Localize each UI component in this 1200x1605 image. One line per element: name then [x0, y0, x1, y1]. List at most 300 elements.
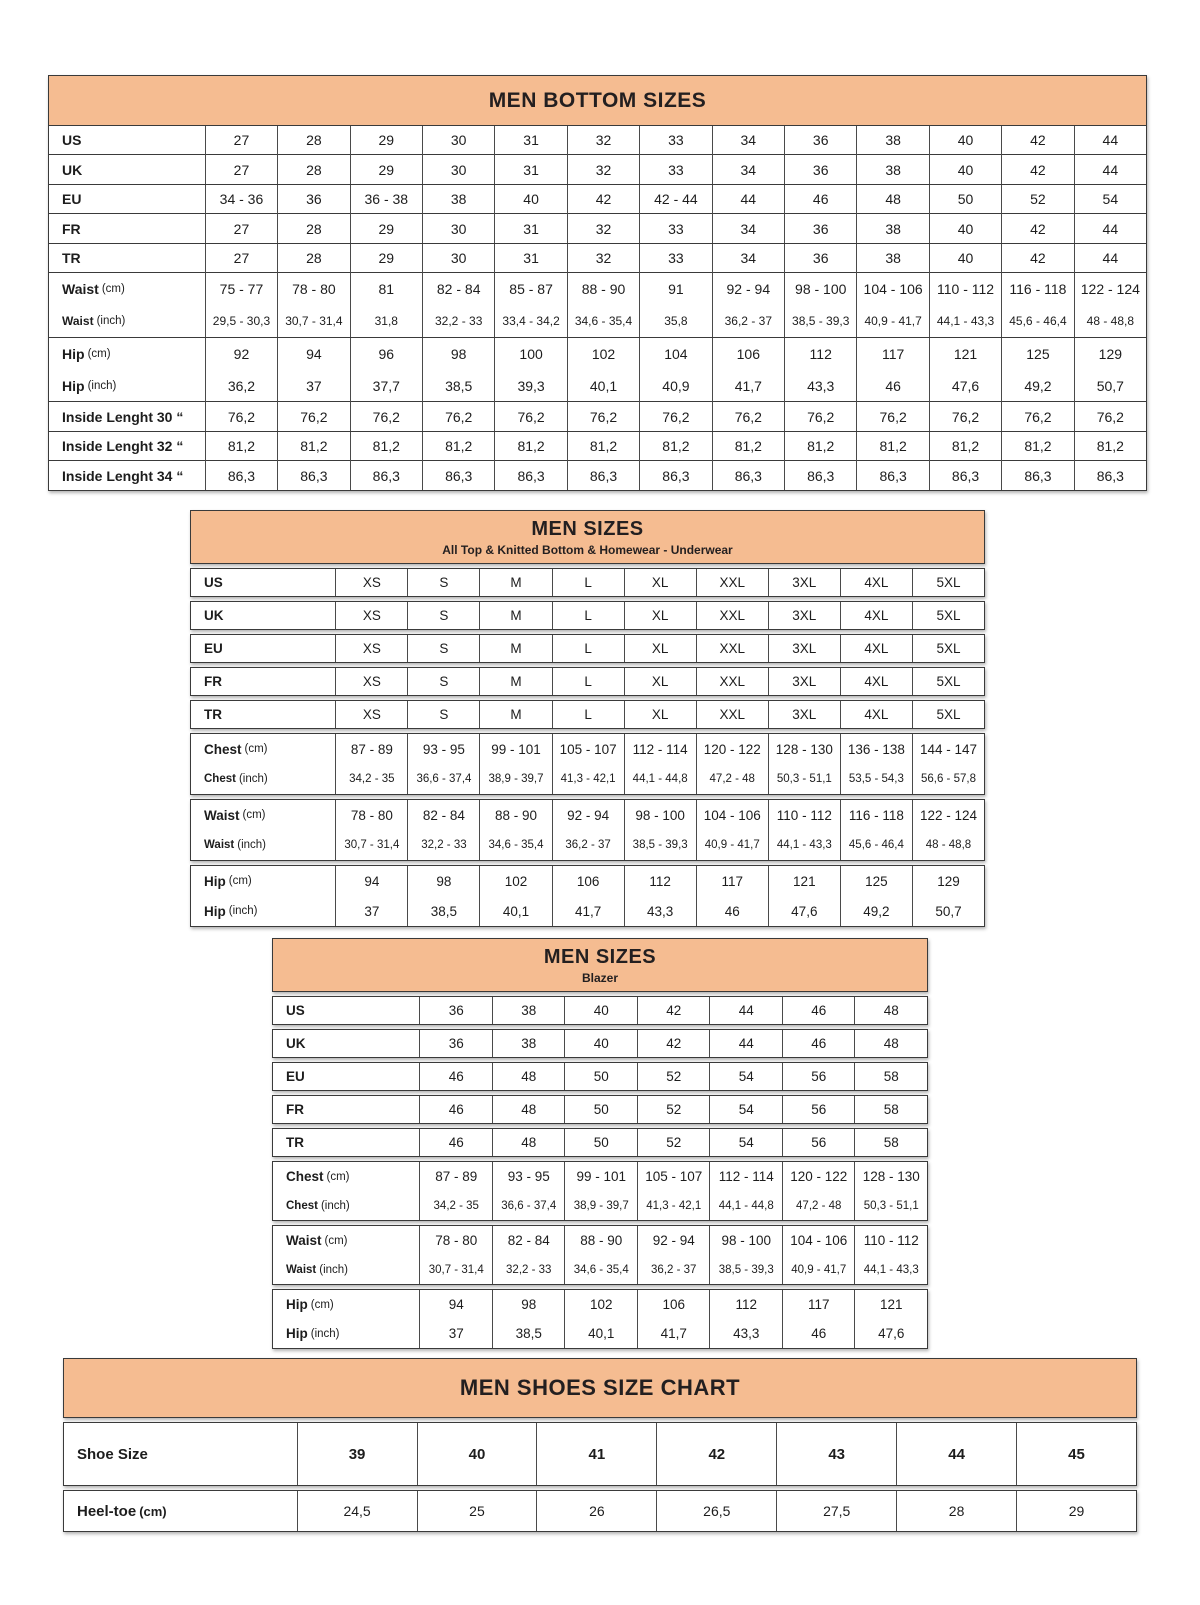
table-row-group: [190, 568, 985, 597]
table-cell: 86,3: [929, 461, 1001, 490]
row-label: [49, 305, 205, 337]
table-cell: 110 - 112: [929, 273, 1001, 305]
table-cell: 39: [297, 1423, 417, 1485]
table-cell: 40,1: [567, 370, 639, 402]
table-cell: 4XL: [840, 602, 912, 629]
table-cell: 5XL: [912, 668, 984, 695]
row-label-text: TR: [62, 250, 81, 266]
table-row: [49, 338, 1146, 370]
table-cell: XXL: [696, 569, 768, 596]
row-label: [191, 896, 335, 926]
table-row: [191, 800, 984, 830]
row-label: [191, 602, 335, 629]
table-cell: 36: [277, 185, 349, 214]
table-row: [191, 635, 984, 662]
table-cell: 48: [492, 1063, 565, 1090]
table-cell: 76,2: [856, 402, 928, 431]
table-cell: 88 - 90: [479, 800, 551, 830]
table-row-group: [63, 1490, 1137, 1532]
table-cell: 121: [929, 338, 1001, 370]
table-row-group: [48, 401, 1147, 432]
table-cell: L: [552, 668, 624, 695]
row-label-text: FR: [204, 674, 222, 689]
table-cell: 36: [419, 997, 492, 1024]
table-cell: 50,7: [912, 896, 984, 926]
table-cell: L: [552, 602, 624, 629]
table-row: [191, 701, 984, 728]
table-cell: S: [407, 668, 479, 695]
row-label-text: EU: [204, 641, 223, 656]
table-row: [191, 830, 984, 860]
table-cell: 40: [417, 1423, 537, 1485]
table-cell: 50: [564, 1129, 637, 1156]
table-cell: S: [407, 701, 479, 728]
row-label-text: US: [62, 132, 82, 148]
table-cell: 38: [492, 1030, 565, 1057]
table-cell: 112 - 114: [624, 734, 696, 764]
table-cell: 81: [350, 273, 422, 305]
table-cell: 56: [782, 1096, 855, 1123]
table-row-group: [272, 1289, 928, 1349]
row-label-unit: (cm): [244, 743, 268, 755]
table-cell: 32: [567, 126, 639, 155]
table-cell: 40,9 - 41,7: [856, 305, 928, 337]
row-label-unit: (cm): [310, 1298, 334, 1311]
table-cell: 76,2: [494, 402, 566, 431]
table-row-group: [190, 700, 985, 729]
table-cell: 50,7: [1074, 370, 1146, 402]
table-cell: 76,2: [205, 402, 277, 431]
row-label-text: Waist: [286, 1233, 322, 1248]
table-cell: 34: [712, 126, 784, 155]
row-label: [191, 734, 335, 764]
table-cell: 38,5: [492, 1319, 565, 1348]
table-cell: 40,9 - 41,7: [782, 1255, 855, 1284]
table-cell: 29: [350, 214, 422, 243]
table-cell: 81,2: [494, 432, 566, 461]
row-label-text: Hip: [286, 1297, 308, 1312]
table-cell: 34: [712, 155, 784, 184]
table-cell: 36: [784, 126, 856, 155]
table-cell: 43,3: [709, 1319, 782, 1348]
table-row: [273, 997, 927, 1024]
table-cell: 44: [1074, 214, 1146, 243]
table-cell: 30: [422, 155, 494, 184]
table-cell: 34: [712, 244, 784, 273]
men-shoes-body: [63, 1422, 1137, 1532]
table-cell: XL: [624, 668, 696, 695]
table-cell: 81,2: [712, 432, 784, 461]
row-label-unit: (cm): [242, 809, 266, 821]
table-cell: 40,1: [479, 896, 551, 926]
table-cell: 48: [856, 185, 928, 214]
row-label-unit: (inch): [319, 1263, 349, 1276]
table-cell: 40: [494, 185, 566, 214]
row-label: [64, 1491, 297, 1531]
table-row-group: [48, 243, 1147, 274]
table-row: [273, 1096, 927, 1123]
table-cell: 43,3: [624, 896, 696, 926]
table-cell: 38: [856, 126, 928, 155]
table-row-group: [48, 184, 1147, 215]
table-row: [273, 1162, 927, 1191]
table-cell: 88 - 90: [564, 1226, 637, 1255]
table-cell: 82 - 84: [407, 800, 479, 830]
table-cell: 46: [419, 1096, 492, 1123]
table-row: [49, 461, 1146, 490]
table-cell: 92 - 94: [552, 800, 624, 830]
table-cell: 78 - 80: [419, 1226, 492, 1255]
table-cell: 48 - 48,8: [912, 830, 984, 860]
row-label-unit: (inch): [310, 1327, 340, 1340]
table-cell: XS: [335, 668, 407, 695]
table-cell: 46: [856, 370, 928, 402]
table-cell: 41,7: [712, 370, 784, 402]
table-cell: 112: [624, 866, 696, 896]
table-cell: 44: [1074, 155, 1146, 184]
table-cell: 104 - 106: [856, 273, 928, 305]
table-cell: XS: [335, 602, 407, 629]
table-cell: XXL: [696, 668, 768, 695]
table-cell: 129: [912, 866, 984, 896]
table-cell: 48 - 48,8: [1074, 305, 1146, 337]
table-cell: 75 - 77: [205, 273, 277, 305]
table-cell: 86,3: [350, 461, 422, 490]
row-label-unit: (cm): [324, 1234, 348, 1247]
table-cell: 76,2: [422, 402, 494, 431]
table-cell: 42: [1001, 155, 1073, 184]
table-cell: 31: [494, 244, 566, 273]
table-cell: 47,2 - 48: [696, 764, 768, 794]
table-cell: 36,6 - 37,4: [407, 764, 479, 794]
table-cell: 36: [784, 155, 856, 184]
table-cell: 38: [856, 214, 928, 243]
table-cell: 29: [350, 244, 422, 273]
table-cell: 76,2: [1074, 402, 1146, 431]
table-cell: 43: [776, 1423, 896, 1485]
row-label-text: Waist: [204, 839, 235, 851]
row-label: [191, 569, 335, 596]
table-cell: 117: [696, 866, 768, 896]
table-cell: 34,2 - 35: [335, 764, 407, 794]
table-cell: 104 - 106: [782, 1226, 855, 1255]
table-cell: XL: [624, 701, 696, 728]
table-cell: 30,7 - 31,4: [335, 830, 407, 860]
table-cell: 112: [784, 338, 856, 370]
table-cell: 3XL: [768, 602, 840, 629]
men-sizes-blazer-title-band: [272, 938, 928, 992]
table-cell: 36,2 - 37: [637, 1255, 710, 1284]
table-row-group: [272, 996, 928, 1025]
row-label-text: UK: [62, 161, 83, 178]
table-cell: 37,7: [350, 370, 422, 402]
table-cell: 144 - 147: [912, 734, 984, 764]
row-label: [49, 432, 205, 461]
row-label-unit: (cm): [228, 875, 252, 887]
row-label-text: Waist: [286, 1263, 317, 1276]
table-cell: 87 - 89: [335, 734, 407, 764]
table-cell: 46: [782, 1319, 855, 1348]
table-cell: 41: [536, 1423, 656, 1485]
row-label: [49, 185, 205, 214]
table-cell: 53,5 - 54,3: [840, 764, 912, 794]
table-cell: 86,3: [277, 461, 349, 490]
table-cell: 47,2 - 48: [782, 1191, 855, 1220]
row-label: [49, 370, 205, 402]
table-cell: 106: [637, 1290, 710, 1319]
table-cell: 42: [1001, 126, 1073, 155]
row-label-unit: (cm): [326, 1170, 350, 1183]
row-label-unit: (cm): [101, 283, 125, 295]
table-row-group: [190, 799, 985, 861]
table-cell: 76,2: [639, 402, 711, 431]
table-cell: 125: [1001, 338, 1073, 370]
table-cell: 56: [782, 1129, 855, 1156]
table-cell: 45,6 - 46,4: [1001, 305, 1073, 337]
table-cell: XS: [335, 569, 407, 596]
row-label-text: Inside Lenght 34 “: [62, 467, 184, 484]
table-cell: 102: [564, 1290, 637, 1319]
table-row: [273, 1226, 927, 1255]
table-cell: 94: [335, 866, 407, 896]
table-cell: XS: [335, 635, 407, 662]
table-cell: 81,2: [1001, 432, 1073, 461]
table-cell: 102: [567, 338, 639, 370]
men-sizes-top-body: [190, 568, 985, 927]
table-cell: 128 - 130: [854, 1162, 927, 1191]
row-label-text: Waist: [204, 807, 240, 823]
table-cell: 30,7 - 31,4: [419, 1255, 492, 1284]
table-cell: 82 - 84: [492, 1226, 565, 1255]
table-cell: 104 - 106: [696, 800, 768, 830]
table-row: [49, 126, 1146, 155]
table-cell: 81,2: [929, 432, 1001, 461]
table-cell: 33: [639, 214, 711, 243]
table-cell: 52: [637, 1129, 710, 1156]
table-cell: 46: [419, 1129, 492, 1156]
table-cell: 40: [929, 214, 1001, 243]
table-cell: L: [552, 569, 624, 596]
table-cell: 86,3: [712, 461, 784, 490]
table-cell: 5XL: [912, 635, 984, 662]
table-cell: 78 - 80: [335, 800, 407, 830]
table-row-group: [272, 1062, 928, 1091]
table-cell: 38,5 - 39,3: [709, 1255, 782, 1284]
row-label-text: Hip: [62, 377, 85, 394]
table-cell: 105 - 107: [552, 734, 624, 764]
table-row-group: [63, 1422, 1137, 1486]
row-label-text: Hip: [62, 345, 85, 362]
men-sizes-top-table: [190, 510, 985, 927]
table-cell: 81,2: [856, 432, 928, 461]
row-label-text: TR: [286, 1135, 304, 1150]
table-cell: 5XL: [912, 602, 984, 629]
table-cell: 38: [492, 997, 565, 1024]
table-cell: 93 - 95: [407, 734, 479, 764]
men-sizes-blazer-table: [272, 938, 928, 1349]
table-cell: 44: [896, 1423, 1016, 1485]
table-cell: 94: [277, 338, 349, 370]
table-row: [273, 1030, 927, 1057]
table-cell: 44,1 - 44,8: [709, 1191, 782, 1220]
table-row: [273, 1255, 927, 1284]
table-row: [191, 734, 984, 764]
table-cell: 100: [494, 338, 566, 370]
table-row: [49, 273, 1146, 305]
table-cell: 38,9 - 39,7: [564, 1191, 637, 1220]
table-cell: 85 - 87: [494, 273, 566, 305]
table-cell: 41,3 - 42,1: [552, 764, 624, 794]
table-cell: 30,7 - 31,4: [277, 305, 349, 337]
row-label-text: Shoe Size: [77, 1445, 148, 1463]
row-label: [191, 701, 335, 728]
table-cell: 29: [1016, 1491, 1136, 1531]
row-label-unit: (inch): [238, 773, 268, 785]
row-label-text: Hip: [204, 903, 226, 919]
table-cell: 29: [350, 126, 422, 155]
row-label: [49, 338, 205, 370]
table-cell: 81,2: [277, 432, 349, 461]
table-cell: 34,6 - 35,4: [567, 305, 639, 337]
table-cell: 33,4 - 34,2: [494, 305, 566, 337]
table-cell: 44,1 - 44,8: [624, 764, 696, 794]
table-cell: 93 - 95: [492, 1162, 565, 1191]
table-cell: 46: [782, 997, 855, 1024]
table-cell: 32: [567, 214, 639, 243]
table-cell: 76,2: [567, 402, 639, 431]
table-row-group: [48, 213, 1147, 244]
table-row-group: [190, 865, 985, 927]
table-cell: 87 - 89: [419, 1162, 492, 1191]
table-cell: 39,3: [494, 370, 566, 402]
table-cell: 30: [422, 126, 494, 155]
table-cell: 54: [709, 1096, 782, 1123]
table-cell: 34,6 - 35,4: [479, 830, 551, 860]
table-row-group: [272, 1128, 928, 1157]
table-cell: 44: [1074, 126, 1146, 155]
row-label: [191, 830, 335, 860]
table-cell: 47,6: [768, 896, 840, 926]
table-row: [64, 1491, 1136, 1531]
table-cell: 88 - 90: [567, 273, 639, 305]
row-label: [273, 1290, 419, 1319]
table-cell: 94: [419, 1290, 492, 1319]
table-cell: 99 - 101: [479, 734, 551, 764]
table-cell: 81,2: [422, 432, 494, 461]
table-cell: 32,2 - 33: [492, 1255, 565, 1284]
row-label: [49, 155, 205, 184]
table-row: [273, 1319, 927, 1348]
table-cell: 106: [712, 338, 784, 370]
table-cell: 76,2: [350, 402, 422, 431]
table-subtitle: All Top & Knitted Bottom & Homewear - Underwear: [442, 542, 733, 557]
table-cell: 86,3: [1001, 461, 1073, 490]
table-cell: 5XL: [912, 701, 984, 728]
row-label: [273, 1096, 419, 1123]
table-row: [273, 1129, 927, 1156]
table-row-group: [272, 1225, 928, 1285]
table-cell: 81,2: [205, 432, 277, 461]
table-cell: 86,3: [856, 461, 928, 490]
table-cell: 76,2: [277, 402, 349, 431]
row-label: [49, 126, 205, 155]
table-row: [49, 432, 1146, 461]
table-row-group: [48, 272, 1147, 338]
table-cell: 98: [492, 1290, 565, 1319]
table-cell: 86,3: [567, 461, 639, 490]
table-cell: 36,2 - 37: [712, 305, 784, 337]
table-cell: 3XL: [768, 635, 840, 662]
table-row-group: [190, 634, 985, 663]
table-cell: 76,2: [1001, 402, 1073, 431]
row-label-text: Chest: [286, 1199, 318, 1212]
table-cell: 37: [419, 1319, 492, 1348]
table-cell: 24,5: [297, 1491, 417, 1531]
table-cell: 34,2 - 35: [419, 1191, 492, 1220]
row-label: [49, 273, 205, 305]
table-cell: 98: [407, 866, 479, 896]
table-cell: 38: [856, 155, 928, 184]
table-cell: 34: [712, 214, 784, 243]
table-cell: 36,6 - 37,4: [492, 1191, 565, 1220]
table-row-group: [190, 733, 985, 795]
row-label: [191, 866, 335, 896]
table-cell: 76,2: [712, 402, 784, 431]
table-cell: 40,9: [639, 370, 711, 402]
table-cell: 58: [854, 1096, 927, 1123]
table-cell: 45,6 - 46,4: [840, 830, 912, 860]
table-cell: 102: [479, 866, 551, 896]
row-label-text: UK: [204, 608, 224, 623]
table-cell: 99 - 101: [564, 1162, 637, 1191]
table-cell: 37: [335, 896, 407, 926]
table-cell: 81,2: [784, 432, 856, 461]
table-cell: 26: [536, 1491, 656, 1531]
table-cell: 105 - 107: [637, 1162, 710, 1191]
table-cell: 76,2: [784, 402, 856, 431]
table-cell: 76,2: [929, 402, 1001, 431]
table-cell: 40,9 - 41,7: [696, 830, 768, 860]
men-sizes-top-title-band: [190, 510, 985, 564]
table-cell: 32,2 - 33: [407, 830, 479, 860]
table-cell: 81,2: [350, 432, 422, 461]
table-row-group: [272, 1029, 928, 1058]
table-cell: 32: [567, 155, 639, 184]
table-cell: 52: [637, 1096, 710, 1123]
table-cell: 4XL: [840, 668, 912, 695]
table-cell: 112: [709, 1290, 782, 1319]
table-cell: 38,5 - 39,3: [784, 305, 856, 337]
table-row-group: [190, 667, 985, 696]
table-cell: 34 - 36: [205, 185, 277, 214]
table-row: [191, 668, 984, 695]
table-cell: 86,3: [1074, 461, 1146, 490]
row-label-text: FR: [62, 220, 81, 237]
table-cell: 98 - 100: [624, 800, 696, 830]
table-cell: 35,8: [639, 305, 711, 337]
table-cell: 91: [639, 273, 711, 305]
table-row-group: [48, 460, 1147, 491]
table-row-group: [48, 337, 1147, 403]
table-cell: 44,1 - 43,3: [768, 830, 840, 860]
table-row-group: [272, 1095, 928, 1124]
table-row: [273, 1290, 927, 1319]
table-row: [191, 896, 984, 926]
table-cell: 28: [896, 1491, 1016, 1531]
table-cell: 106: [552, 866, 624, 896]
table-cell: 5XL: [912, 569, 984, 596]
table-cell: 4XL: [840, 701, 912, 728]
